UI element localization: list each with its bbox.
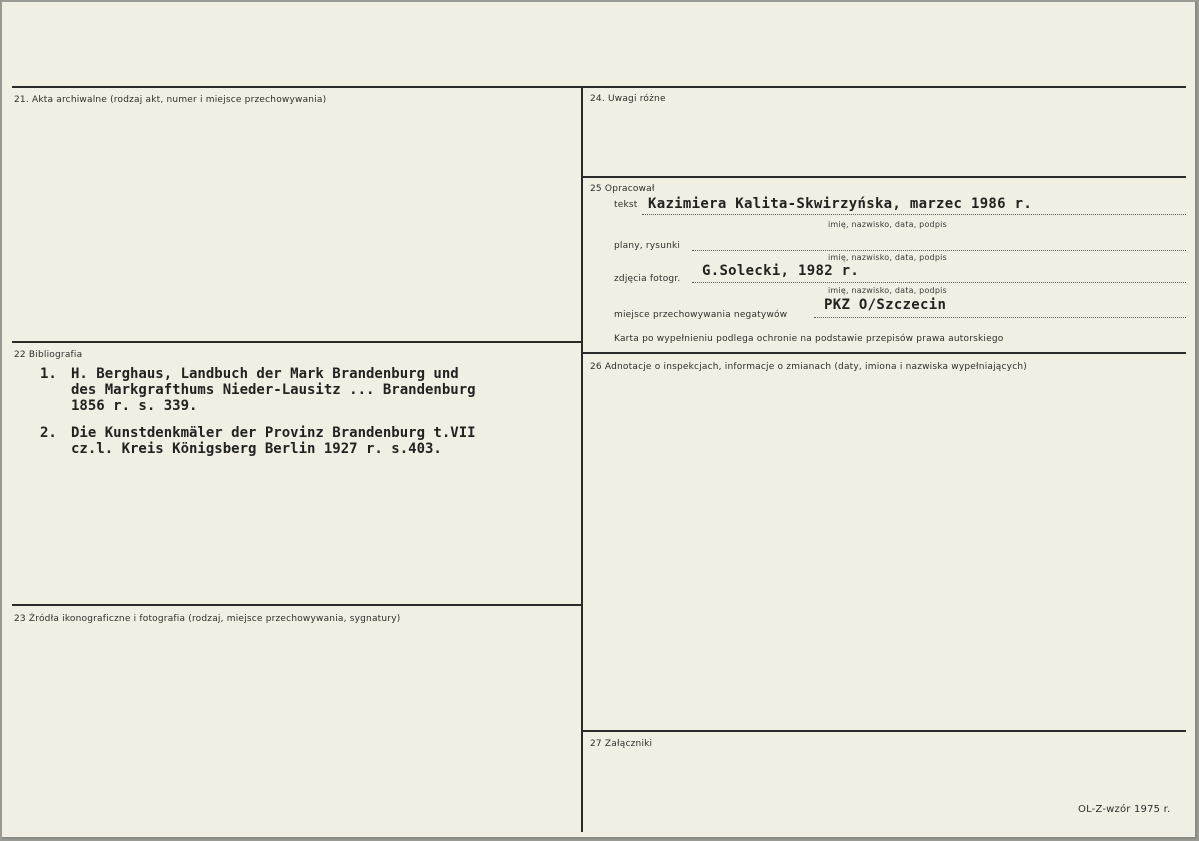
tekst-value: Kazimiera Kalita-Skwirzyńska, marzec 1986 r.: [648, 196, 1033, 212]
tekst-label: tekst: [614, 200, 638, 210]
section-26-label: 26 Adnotacje o inspekcjach, informacje o zmianach (daty, imiona i nazwiska wypełniających): [590, 362, 1027, 372]
form-code: OL-Z-wzór 1975 r.: [1078, 804, 1171, 815]
section-23-label: 23 Źródła ikonograficzne i fotografia (rodzaj, miejsce przechowywania, sygnatury): [14, 614, 401, 624]
copyright-note: Karta po wypełnieniu podlega ochronie na podstawie przepisów prawa autorskiego: [614, 334, 1004, 344]
rule-25-26: [583, 352, 1186, 354]
caption-3: imię, nazwisko, data, podpis: [828, 286, 947, 295]
rule-21-22: [12, 341, 582, 343]
plany-dotline: [692, 250, 1186, 251]
zdjecia-label: zdjęcia fotogr.: [614, 274, 681, 284]
bibliography-line: des Markgrafthums Nieder-Lausitz ... Brandenburg: [71, 382, 476, 398]
bibliography-item-text: [71, 366, 581, 414]
section-21-label: 21. Akta archiwalne (rodzaj akt, numer i miejsce przechowywania): [14, 95, 327, 105]
bibliography-item-number: 2.: [40, 425, 57, 441]
bibliography-line: Die Kunstdenkmäler der Provinz Brandenburg t.VII: [71, 425, 476, 441]
section-22-label: 22 Bibliografia: [14, 350, 83, 360]
negatywy-label: miejsce przechowywania negatywów: [614, 310, 788, 320]
record-card: [2, 2, 1197, 839]
zdjecia-dotline: [692, 282, 1186, 283]
section-25-label: 25 Opracował: [590, 184, 655, 194]
negatywy-dotline: [814, 317, 1186, 318]
negatywy-value: PKZ O/Szczecin: [824, 297, 947, 313]
column-divider: [581, 87, 583, 832]
rule-24-25: [583, 176, 1186, 178]
caption-1: imię, nazwisko, data, podpis: [828, 220, 947, 229]
section-27-label: 27 Załączniki: [590, 739, 653, 749]
zdjecia-value: G.Solecki, 1982 r.: [702, 263, 860, 279]
rule-26-27: [583, 730, 1186, 732]
rule-22-23: [12, 604, 582, 606]
top-rule: [12, 86, 1186, 88]
caption-2: imię, nazwisko, data, podpis: [828, 253, 947, 262]
bibliography-line: H. Berghaus, Landbuch der Mark Brandenburg und: [71, 366, 459, 382]
bibliography-item-number: 1.: [40, 366, 57, 382]
bibliography-line: cz.l. Kreis Königsberg Berlin 1927 r. s.403.: [71, 441, 442, 457]
tekst-dotline: [642, 214, 1186, 215]
bibliography-item-text: [71, 425, 581, 457]
section-24-label: 24. Uwagi różne: [590, 94, 666, 104]
plany-label: plany, rysunki: [614, 241, 681, 251]
bibliography-line: 1856 r. s. 339.: [71, 398, 198, 414]
